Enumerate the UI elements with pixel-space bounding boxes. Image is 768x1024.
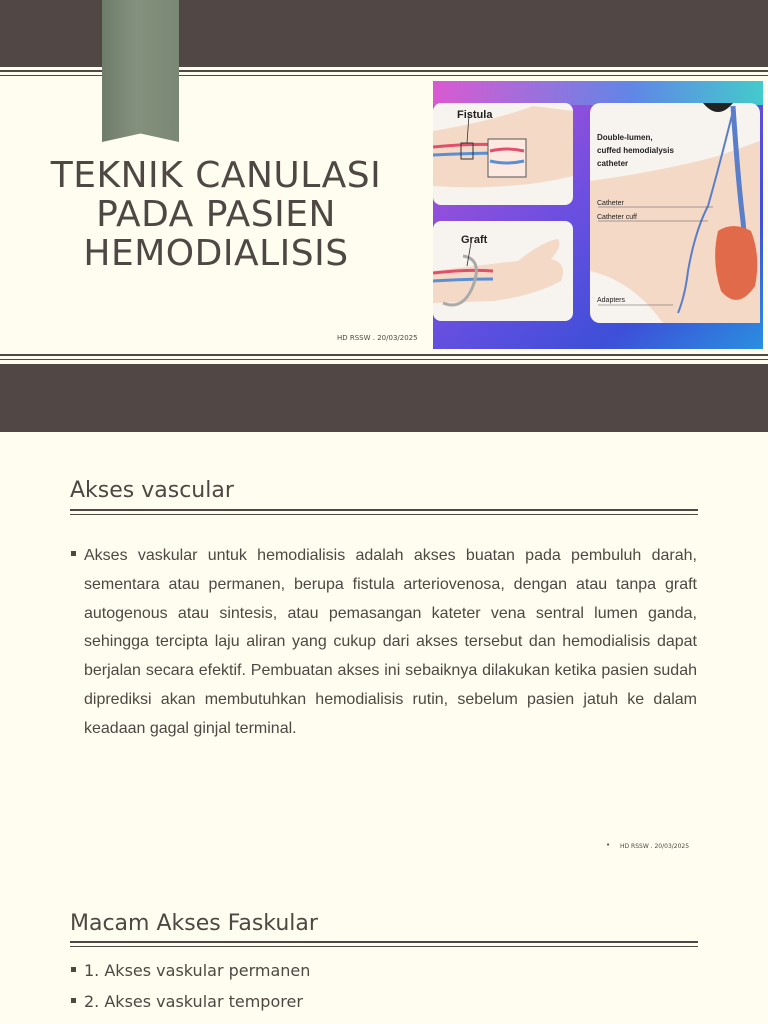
- catheter-label: Catheter: [597, 200, 624, 207]
- section-rule-bottom: [70, 514, 698, 515]
- akses-vascular-paragraph: Akses vaskular untuk hemodialisis adalah akses buatan pada pembuluh darah, sementara atau permanen, berupa fistula arteriovenosa, dengan atau tanpa graft autogenous atau sintesis, atau pemasangan kateter vena sentral lumen ganda, sehingga tercipta laju aliran yang cukup dari akses tersebut dan hemodialisis dapat berjalan secara efektif. Pembuatan akses ini sebaiknya dilakukan ketika pasien sudah diprediksi akan membutuhkan hemodialisis rutin, sebelum pasien jatuh ke dalam keadaan gagal ginjal terminal.: [84, 547, 697, 737]
- list-item-temporer: 2. Akses vaskular temporer: [84, 992, 303, 1011]
- fistula-label: Fistula: [457, 109, 493, 121]
- catheter-heading-line2: cuffed hemodialysis: [597, 146, 674, 155]
- catheter-cuff-label: Catheter cuff: [597, 214, 637, 221]
- slide-title: TEKNIK CANULASI PADA PASIEN HEMODIALISIS: [50, 155, 382, 274]
- list-bullet-1: [71, 967, 76, 972]
- list-bullet-2: [71, 998, 76, 1003]
- section3-rule-bottom: [70, 946, 698, 947]
- list-item-permanen: 1. Akses vaskular permanen: [84, 961, 311, 980]
- section-heading-macam-akses: Macam Akses Faskular: [70, 911, 318, 936]
- catheter-heading-line1: Double-lumen,: [597, 133, 653, 142]
- bookmark-ribbon: [102, 0, 179, 142]
- bullet-marker: [71, 551, 76, 556]
- section-rule-top: [70, 509, 698, 511]
- section-heading-akses-vascular: Akses vascular: [70, 478, 234, 503]
- catheter-heading-line3: catheter: [597, 159, 629, 168]
- slide2-footer-bullet: •: [606, 841, 611, 849]
- mid-rule-2: [0, 359, 768, 360]
- graft-label: Graft: [461, 234, 488, 246]
- hemodialysis-access-illustration: [433, 81, 763, 349]
- slide1-footer: HD RSSW . 20/03/2025: [337, 334, 418, 342]
- mid-band: [0, 364, 768, 432]
- slide2-footer: HD RSSW . 20/03/2025: [620, 843, 690, 850]
- adapters-label: Adapters: [597, 297, 626, 304]
- section3-rule-top: [70, 941, 698, 943]
- mid-rule-1: [0, 354, 768, 356]
